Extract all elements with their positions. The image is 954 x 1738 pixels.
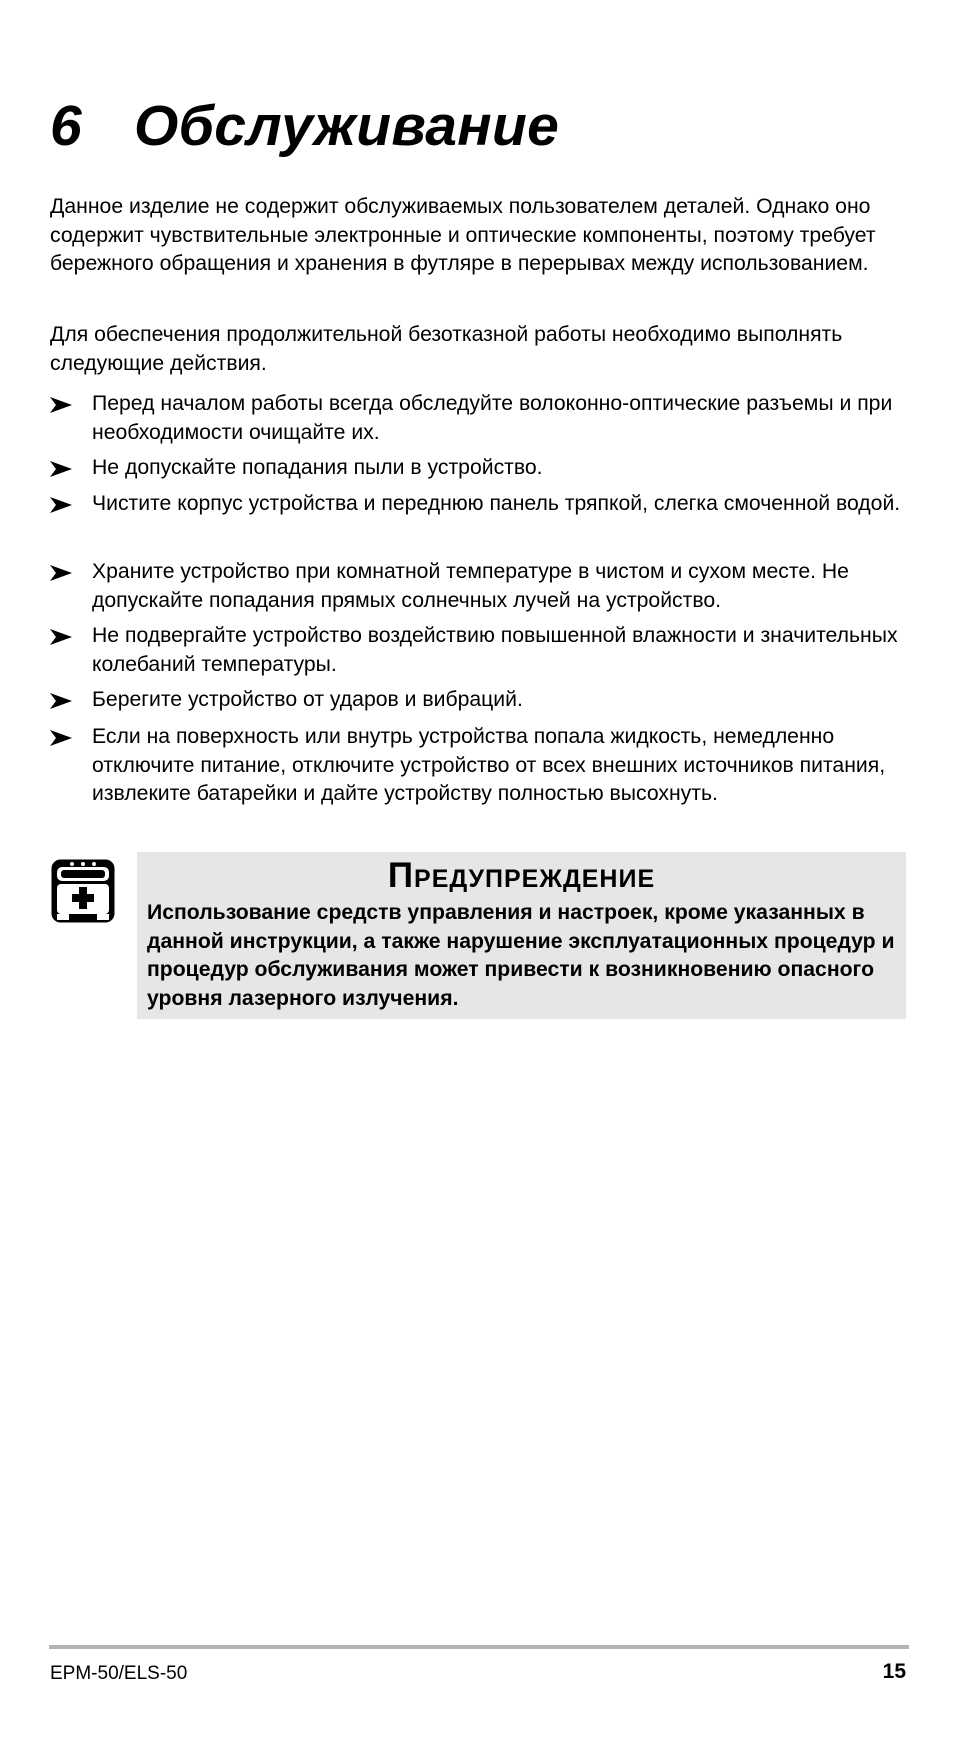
warning-box [137,852,906,1019]
list-item-text: Не подвергайте устройство воздействию повышенной влажности и значительных колебаний температуры. [92,624,898,676]
chapter-number: 6 [50,94,83,158]
chapter-title [50,94,560,158]
list-item-text: Берегите устройство от ударов и вибраций. [92,688,523,711]
arrow-bullet-icon [50,730,72,746]
arrow-bullet-icon [50,693,72,709]
list-item-text: Храните устройство при комнатной температуре в чистом и сухом месте. Не допускайте попадания прямых солнечных лучей на устройство. [92,560,849,612]
list-item-text: Если на поверхность или внутрь устройства попала жидкость, немедленно отключите питание, отключите устройство от всех внешних источников питания, извлеките батарейки и дайте устройству полностью высохнуть. [92,725,886,805]
footer-model: EPM-50/ELS-50 [50,1663,188,1684]
warning-title: Предупреждение [387,856,656,895]
arrow-bullet-icon [50,497,72,513]
maintenance-intro-paragraph: Для обеспечения продолжительной безотказной работы необходимо выполнять следующие действия. [50,323,843,375]
footer-divider [49,1645,909,1649]
list-item-text: Чистите корпус устройства и переднюю панель тряпкой, слегка смоченной водой. [92,492,901,515]
list-item-text: Перед началом работы всегда обследуйте волоконно-оптические разъемы и при необходимости очищайте их. [92,392,893,444]
arrow-bullet-icon [50,461,72,477]
warning-text: Использование средств управления и настроек, кроме указанных в данной инструкции, а также нарушение эксплуатационных процедур и процедур обслуживания может привести к возникновению опасного уровня лазерного излучения. [147,901,895,1010]
intro-paragraph: Данное изделие не содержит обслуживаемых пользователем деталей. Однако оно содержит чувствительные электронные и оптические компоненты, поэтому требует бережного обращения и хранения в футляре в перерывах между использованием. [50,195,876,275]
list-item-text: Не допускайте попадания пыли в устройство. [92,456,543,479]
arrow-bullet-icon [50,397,72,413]
chapter-title-text: Обслуживание [134,94,560,158]
arrow-bullet-icon [50,629,72,645]
ambulance-icon [50,858,116,924]
arrow-bullet-icon [50,565,72,581]
page-number: 15 [882,1660,906,1683]
